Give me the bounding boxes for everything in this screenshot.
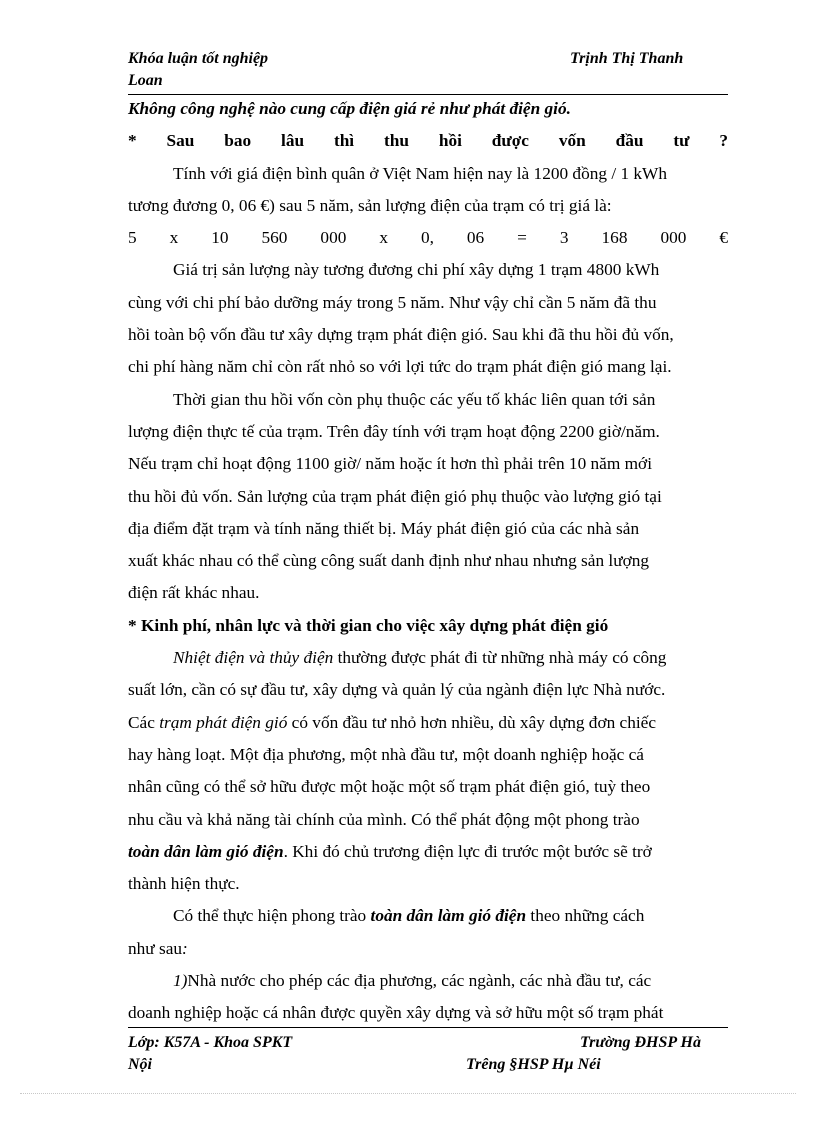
italic-term: trạm phát điện gió [159, 712, 288, 732]
footer-class-continued: Nội [128, 1056, 152, 1073]
paragraph-line: cùng với chi phí bảo dưỡng máy trong 5 năm. Như vậy chỉ cần 5 năm đã thu [128, 292, 657, 312]
paragraph-line: thu hồi đủ vốn. Sản lượng của trạm phát điện gió phụ thuộc vào lượng gió tại [128, 486, 662, 506]
paragraph-line [128, 933, 728, 965]
footer-class: Lớp: K57A - Khoa SPKT [128, 1034, 293, 1051]
emphasis-term: toàn dân làm gió điện [128, 841, 284, 861]
paragraph-line: Tính với giá điện bình quân ở Việt Nam hiện nay là 1200 đồng / 1 kWh [173, 163, 667, 183]
header-author: Trịnh Thị Thanh [570, 50, 684, 67]
page-break-line [20, 1093, 796, 1094]
text-run: thường được phát đi từ những nhà máy có công [333, 648, 667, 668]
paragraph-line: chi phí hàng năm chỉ còn rất nhỏ so với lợi tức do trạm phát điện gió mang lại. [128, 357, 672, 377]
paragraph-line: Nếu trạm chỉ hoạt động 1100 giờ/ năm hoặc ít hơn thì phải trên 10 năm mới [128, 454, 652, 474]
paragraph-line [128, 642, 728, 674]
text-run: có vốn đầu tư nhỏ hơn nhiều, dù xây dựng đơn chiếc [287, 712, 657, 732]
paragraph-line: tương đương 0, 06 €) sau 5 năm, sản lượng điện của trạm có trị giá là: [128, 195, 612, 215]
paragraph-line: suất lớn, cần có sự đầu tư, xây dựng và quản lý của ngành điện lực Nhà nước. [128, 680, 666, 700]
paragraph-line: địa điểm đặt trạm và tính năng thiết bị. Máy phát điện gió của các nhà sản [128, 518, 640, 538]
section-heading: * Sau bao lâu thì thu hồi được vốn đầu tư ? [128, 131, 728, 151]
section-heading: * Kinh phí, nhân lực và thời gian cho việc xây dựng phát điện gió [128, 615, 609, 635]
emphasis-term: toàn dân làm gió điện [370, 906, 527, 926]
text-run: theo những cách [526, 906, 645, 926]
text-run: . Khi đó chủ trương điện lực đi trước một bước sẽ trở [283, 841, 652, 861]
paragraph-line: lượng điện thực tế của trạm. Trên đây tính với trạm hoạt động 2200 giờ/năm. [128, 421, 660, 441]
paragraph-line: Không công nghệ nào cung cấp điện giá rẻ như phát điện gió. [128, 99, 571, 118]
paragraph-line [128, 900, 728, 932]
paragraph-line [128, 707, 728, 739]
paragraph-line: hay hàng loạt. Một địa phương, một nhà đầu tư, một doanh nghiệp hoặc cá [128, 744, 644, 764]
footer-school-legacy: Trêng §HSP Hµ Néi [466, 1056, 601, 1073]
list-item [128, 965, 728, 997]
paragraph-line: nhu cầu và khả năng tài chính của mình. Có thể phát động một phong trào [128, 809, 640, 829]
paragraph-line: xuất khác nhau có thể cùng công suất danh định như nhau nhưng sản lượng [128, 551, 650, 571]
header-author-continued: Loan [128, 72, 163, 89]
paragraph-line: điện rất khác nhau. [128, 583, 260, 603]
text-run: Các [128, 712, 160, 732]
footer-rule [128, 1027, 728, 1028]
paragraph-line: hồi toàn bộ vốn đầu tư xây dựng trạm phát điện gió. Sau khi đã thu hồi đủ vốn, [128, 325, 674, 345]
text-run: Nhà nước cho phép các địa phương, các ngành, các nhà đầu tư, các [187, 971, 652, 991]
formula-line: 5 x 10 560 000 x 0, 06 = 3 168 000 € [128, 228, 728, 248]
text-run: Có thể thực hiện phong trào [173, 906, 371, 926]
header-left-title: Khóa luận tốt nghiệp [128, 50, 269, 67]
list-number: 1) [173, 971, 188, 991]
paragraph-line: Giá trị sản lượng này tương đương chi phí xây dựng 1 trạm 4800 kWh [173, 260, 660, 280]
paragraph-line: Thời gian thu hồi vốn còn phụ thuộc các yếu tố khác liên quan tới sản [173, 389, 656, 409]
italic-term: Nhiệt điện và thủy điện [173, 648, 334, 668]
paragraph-line: thành hiện thực. [128, 874, 240, 894]
document-body [128, 93, 728, 1030]
paragraph-line: doanh nghiệp hoặc cá nhân được quyền xây dựng và sở hữu một số trạm phát [128, 1003, 664, 1023]
italic-mark: : [182, 938, 188, 958]
text-run: như sau [128, 938, 183, 958]
footer-school: Trường ĐHSP Hà [580, 1034, 701, 1051]
paragraph-line [128, 836, 728, 868]
paragraph-line: nhân cũng có thể sở hữu được một hoặc một số trạm phát điện gió, tuỳ theo [128, 777, 651, 797]
